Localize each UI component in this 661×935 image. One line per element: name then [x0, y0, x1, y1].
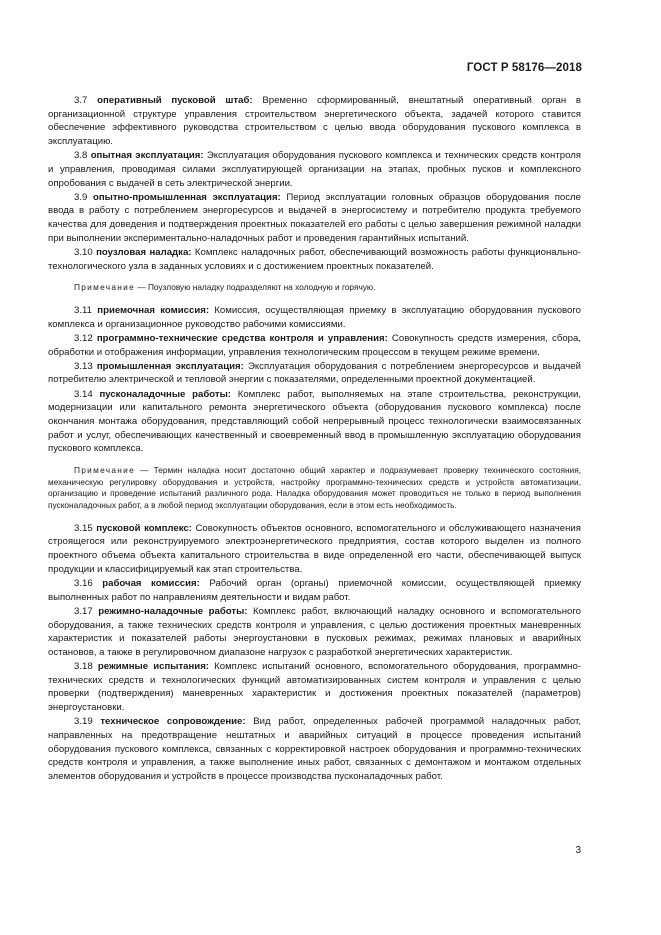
definition-number: 3.17: [74, 605, 93, 617]
definition-text: Комплекс испытаний основного, вспомогательного оборудования, программно-технических средств и технологических функций автоматизированных систем контроля и управления с целью проверки (подтверждения) маневренных характеристик и достижения проектных показателей (параметров) энергоустановки.: [48, 661, 581, 714]
page-number: 3: [575, 845, 581, 856]
definition-text: Рабочий орган (органы) приемочной комиссии, осуществляющей приемку выполненных работ по направлениям деятельности и видам работ.: [48, 578, 581, 603]
definition-number: 3.15: [74, 522, 93, 534]
note-poyzlovaya: [48, 282, 581, 294]
definition-3-9: [48, 191, 581, 246]
definition-number: 3.19: [74, 716, 93, 728]
definition-3-8: [48, 149, 581, 190]
definition-3-15: [48, 522, 581, 577]
definition-text: Временно сформированный, внештатный оперативный орган в организационной структуре управления строительством энергетического объекта, задачей которого ставится обеспечение эффективного руководства строительством с целью ввода оборудования пускового комплекса в эксплуатацию.: [48, 95, 581, 147]
definition-3-14: [48, 388, 581, 456]
definition-text: Период эксплуатации головных образцов оборудования после ввода в работу с потреблением энергоресурсов и выдачей в энергосистему и потребителю продукта требуемого качества для доведения и подтверждения проектных показателей его работы с целью завершения режимной наладки при выполнении экспериментально-наладочных работ и проведения гарантийных испытаний.: [48, 191, 581, 244]
definition-number: 3.11: [74, 305, 92, 317]
definitions-group-3: [48, 522, 581, 784]
definition-term: пусконаладочные работы:: [99, 388, 231, 400]
definition-number: 3.10: [74, 247, 93, 258]
definition-3-11: [48, 304, 581, 331]
definition-3-17: [48, 605, 581, 660]
note-label: Примечание: [74, 465, 136, 476]
definition-text: Эксплуатация оборудования с потреблением энергоресурсов и выдачей потребителю электрической и тепловой энергии с показателями, определенными проектной документацией.: [48, 360, 582, 386]
definition-3-19: [48, 715, 581, 783]
definitions-group-1: [48, 94, 581, 273]
definition-number: 3.13: [74, 360, 93, 372]
definition-number: 3.14: [74, 388, 93, 400]
definition-3-18: [48, 660, 581, 715]
definition-term: промышленная эксплуатация:: [96, 360, 244, 372]
definition-3-16: [48, 577, 581, 604]
definition-3-13: [48, 360, 581, 387]
definition-text: Совокупность объектов основного, вспомогательного и обслуживающего назначения строящегося или реконструируемого электроэнергетического предприятия, состав которого выделен из полного проектного объема объекта капитального строительства в виде определенной его части, обеспечивающей выпуск продукции и классифицируемый как этап строительства.: [48, 522, 581, 575]
note-text: — Термин наладка носит достаточно общий характер и подразумевает проверку технического состояния, механическую регулировку оборудования и устройств, настройку программно-технических средств и устройств автоматизации, организацию и проведение испытаний различного рода. Наладка оборудования может проводиться не только в период выполнения пусконаладочных работ, а в любой период эксплуатации оборудования, если в этом есть необходимость.: [48, 465, 581, 511]
note-naladka: [48, 465, 581, 512]
note-text: — Поузловую наладку подразделяют на холодную и горячую.: [135, 282, 376, 293]
definition-text: Комплекс работ, включающий наладку основного и вспомогательного оборудования, а также технических средств контроля и управления, с целью достижения проектных маневренных характеристик и показателей работы энергоустановки в пусковых режимах, режимах плановых и аварийных остановов, а также в регулировочном диапазоне нагрузок с разработкой энергетических характеристик.: [48, 605, 581, 658]
note-label: Примечание: [74, 282, 136, 293]
definition-number: 3.16: [74, 578, 93, 590]
definitions-group-2: [48, 304, 581, 456]
definition-number: 3.12: [74, 332, 93, 344]
definition-3-7: [48, 94, 581, 149]
definition-term: опытно-промышленная эксплуатация:: [92, 191, 281, 203]
definition-term: приемочная комиссия:: [97, 305, 210, 317]
standard-designation: ГОСТ Р 58176—2018: [466, 62, 582, 74]
definition-term: техническое сопровождение:: [100, 716, 246, 728]
definition-term: поузловая наладка:: [96, 247, 192, 258]
definition-number: 3.9: [74, 191, 88, 203]
definition-term: пусковой комплекс:: [96, 522, 192, 534]
definition-number: 3.8: [74, 150, 88, 162]
definition-term: режимно-наладочные работы:: [98, 605, 248, 617]
definition-term: опытная эксплуатация:: [90, 150, 204, 162]
definition-3-12: [48, 332, 581, 359]
definition-number: 3.7: [74, 95, 88, 106]
definition-3-10: [48, 246, 581, 273]
definition-text: Совокупность средств измерения, сбора, обработки и отображения информации, управления технологическим процессом в текущем режиме времени.: [48, 332, 581, 358]
document-body: [48, 94, 581, 784]
definition-text: Комплекс наладочных работ, обеспечивающий возможность работы функционально-технологического узла в заданных условиях и с достижением проектных показателей.: [48, 247, 582, 272]
definition-number: 3.18: [74, 661, 93, 673]
definition-text: Эксплуатация оборудования пускового комплекса и технических средств контроля и управления, проводимая силами эксплуатирующей организации на этапах, пробных пусков и комплексного опробования с выдачей в сеть электрической энергии.: [48, 150, 581, 189]
definition-term: режимные испытания:: [97, 661, 209, 673]
definition-text: Комиссия, осуществляющая приемку в эксплуатацию оборудования пускового комплекса и организационное руководство рабочими комиссиями.: [48, 305, 581, 330]
definition-text: Комплекс работ, выполняемых на этапе строительства, реконструкции, модернизации или капитального ремонта энергетического объекта (оборудования пускового комплекса) после окончания монтажа оборудования, представляющий собой непрерывный процесс технологически взаимосвязанных работ и услуг, обеспечивающих качественный и своевременный ввод в промышленную эксплуатацию оборудования пускового комплекса.: [48, 388, 581, 455]
definition-term: оперативный пусковой штаб:: [97, 95, 253, 106]
definition-text: Вид работ, определенных рабочей программой наладочных работ, направленных на предотвращение нештатных и аварийных ситуаций в процессе проведения испытаний оборудования пускового комплекса, связанных с корректировкой настроек оборудования и программно-технических средств контроля и управления, а также выполнение иных работ, связанных с демонтажом и монтажом отдельных элементов оборудования и устройств в процессе производства пусконаладочных работ.: [48, 716, 581, 783]
definition-term: программно-технические средства контроля и управления:: [96, 332, 388, 344]
definition-term: рабочая комиссия:: [102, 578, 200, 590]
